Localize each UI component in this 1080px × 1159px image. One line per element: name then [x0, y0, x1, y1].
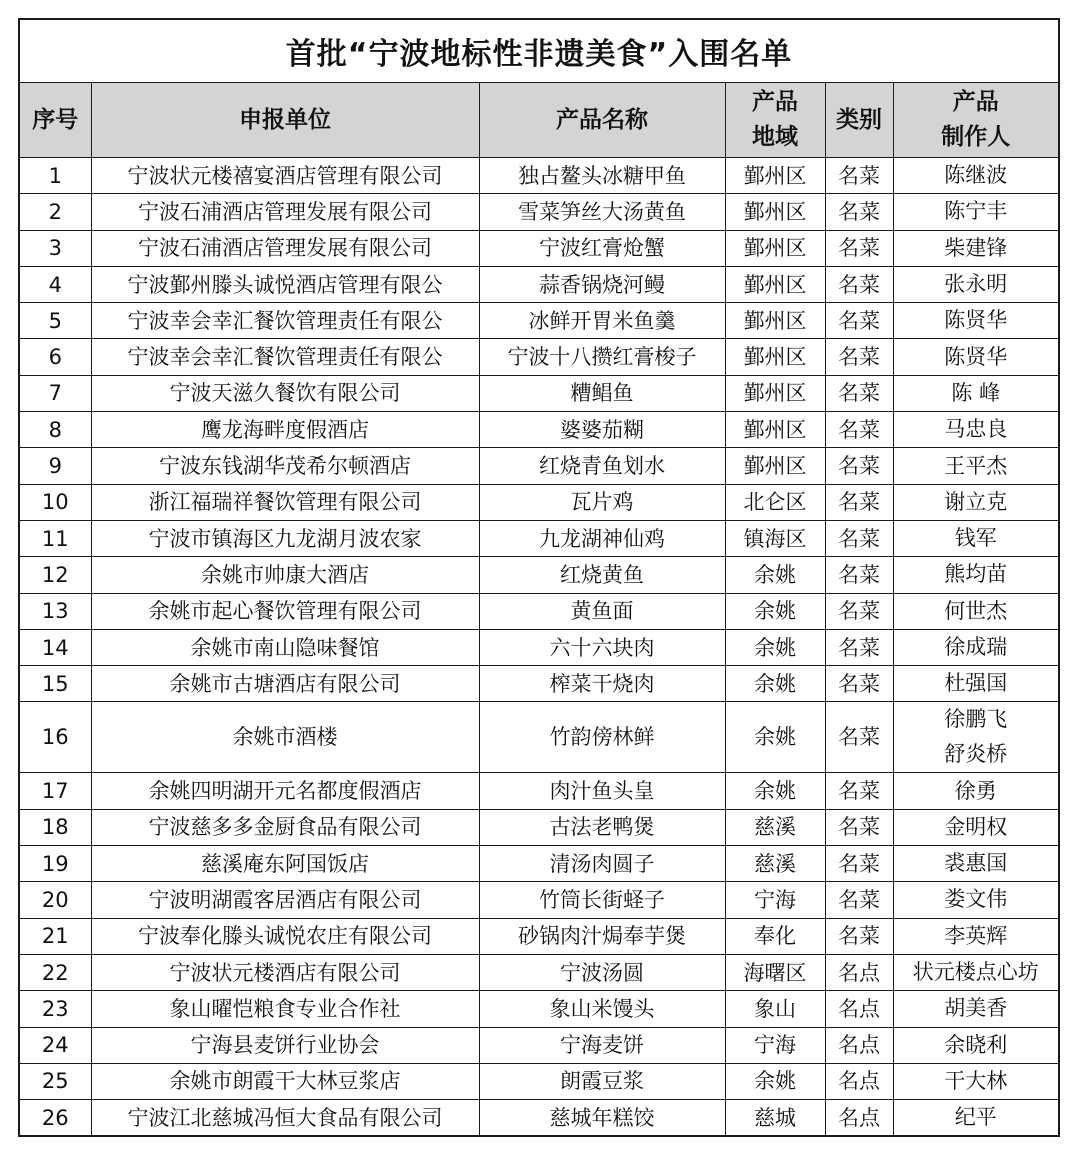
cell-category: 名点	[825, 1063, 893, 1099]
cell-maker	[893, 266, 1059, 302]
cell-category: 名菜	[825, 194, 893, 230]
cell-category: 名菜	[825, 448, 893, 484]
cell-region: 海曙区	[725, 954, 825, 990]
maker-name: 舒炎桥	[944, 742, 1008, 767]
cell-product: 宁波汤圆	[479, 954, 725, 990]
cell-category: 名菜	[825, 629, 893, 665]
cell-category: 名点	[825, 1100, 893, 1137]
cell-unit: 宁波明湖霞客居酒店有限公司	[91, 882, 479, 918]
cell-region: 鄞州区	[725, 230, 825, 266]
cell-unit: 余姚四明湖开元名都度假酒店	[91, 773, 479, 809]
maker-name: 陈贤华	[944, 308, 1008, 333]
cell-seq: 12	[19, 557, 91, 593]
cell-region: 余姚	[725, 773, 825, 809]
table-row	[19, 375, 1059, 411]
cell-product: 糟鲳鱼	[479, 375, 725, 411]
cell-category: 名菜	[825, 557, 893, 593]
maker-name: 陈贤华	[944, 344, 1008, 369]
cell-maker	[893, 339, 1059, 375]
header-region-line2: 地域	[752, 124, 798, 150]
cell-category: 名菜	[825, 773, 893, 809]
table-row	[19, 412, 1059, 448]
cell-maker	[893, 702, 1059, 773]
maker-name: 陈宁丰	[944, 199, 1008, 224]
cell-seq: 2	[19, 194, 91, 230]
maker-name: 娄文伟	[944, 887, 1008, 912]
cell-maker	[893, 158, 1059, 194]
cell-seq: 19	[19, 846, 91, 882]
maker-name: 金明权	[944, 814, 1008, 839]
cell-maker	[893, 520, 1059, 556]
cell-region: 余姚	[725, 593, 825, 629]
maker-name: 徐鹏飞	[944, 707, 1008, 732]
cell-unit: 宁波幸会幸汇餐饮管理责任有限公	[91, 303, 479, 339]
cell-seq: 24	[19, 1027, 91, 1063]
cell-region: 奉化	[725, 918, 825, 954]
table-row	[19, 303, 1059, 339]
cell-seq: 11	[19, 520, 91, 556]
cell-maker	[893, 773, 1059, 809]
maker-name: 纪平	[954, 1105, 997, 1130]
cell-product: 雪菜笋丝大汤黄鱼	[479, 194, 725, 230]
maker-name: 谢立克	[944, 489, 1008, 514]
cell-product: 竹筒长街蛏子	[479, 882, 725, 918]
cell-unit: 余姚市南山隐味餐馆	[91, 629, 479, 665]
cell-unit: 宁波状元楼禧宴酒店管理有限公司	[91, 158, 479, 194]
maker-name: 徐勇	[954, 778, 997, 803]
cell-unit: 宁波奉化滕头诚悦农庄有限公司	[91, 918, 479, 954]
table-row	[19, 954, 1059, 990]
table-row	[19, 629, 1059, 665]
cell-unit: 鹰龙海畔度假酒店	[91, 412, 479, 448]
cell-unit: 余姚市酒楼	[91, 702, 479, 773]
table-row	[19, 666, 1059, 702]
shortlist-table	[18, 18, 1060, 1137]
cell-region: 余姚	[725, 629, 825, 665]
cell-category: 名菜	[825, 520, 893, 556]
cell-maker	[893, 666, 1059, 702]
cell-region: 宁海	[725, 882, 825, 918]
cell-unit: 宁波状元楼酒店有限公司	[91, 954, 479, 990]
cell-region: 余姚	[725, 666, 825, 702]
cell-product: 竹韵傍林鲜	[479, 702, 725, 773]
cell-seq: 3	[19, 230, 91, 266]
cell-product: 红烧黄鱼	[479, 557, 725, 593]
cell-region: 鄞州区	[725, 303, 825, 339]
table-row	[19, 593, 1059, 629]
cell-seq: 8	[19, 412, 91, 448]
cell-category: 名菜	[825, 375, 893, 411]
maker-name: 杜强国	[944, 671, 1008, 696]
cell-unit: 慈溪庵东阿国饭店	[91, 846, 479, 882]
cell-region: 鄞州区	[725, 339, 825, 375]
maker-name: 裘惠国	[944, 851, 1008, 876]
cell-seq: 20	[19, 882, 91, 918]
cell-category: 名菜	[825, 593, 893, 629]
header-region	[725, 83, 825, 158]
cell-region: 慈城	[725, 1100, 825, 1137]
cell-seq: 5	[19, 303, 91, 339]
cell-region: 余姚	[725, 1063, 825, 1099]
table-row	[19, 484, 1059, 520]
cell-maker	[893, 1063, 1059, 1099]
cell-seq: 22	[19, 954, 91, 990]
maker-name: 马忠良	[944, 417, 1008, 442]
header-maker	[893, 83, 1059, 158]
cell-seq: 15	[19, 666, 91, 702]
table-row	[19, 448, 1059, 484]
maker-name: 李英辉	[944, 923, 1008, 948]
cell-category: 名菜	[825, 918, 893, 954]
cell-category: 名菜	[825, 809, 893, 845]
cell-maker	[893, 809, 1059, 845]
cell-region: 鄞州区	[725, 158, 825, 194]
maker-name: 徐成瑞	[944, 635, 1008, 659]
header-seq: 序号	[19, 83, 91, 158]
cell-region: 余姚	[725, 702, 825, 773]
table-row	[19, 809, 1059, 845]
cell-region: 鄞州区	[725, 412, 825, 448]
table-row	[19, 882, 1059, 918]
table-row	[19, 773, 1059, 809]
cell-unit: 余姚市古塘酒店有限公司	[91, 666, 479, 702]
cell-product: 红烧青鱼划水	[479, 448, 725, 484]
cell-seq: 1	[19, 158, 91, 194]
table-row	[19, 1027, 1059, 1063]
header-product: 产品名称	[479, 83, 725, 158]
cell-category: 名菜	[825, 846, 893, 882]
cell-region: 宁海	[725, 1027, 825, 1063]
table-row	[19, 339, 1059, 375]
cell-category: 名菜	[825, 484, 893, 520]
header-row	[19, 83, 1059, 158]
cell-product: 古法老鸭煲	[479, 809, 725, 845]
header-region-line1: 产品	[752, 89, 798, 115]
table-row	[19, 158, 1059, 194]
table-row	[19, 918, 1059, 954]
maker-name: 陈继波	[944, 163, 1008, 188]
cell-product: 肉汁鱼头皇	[479, 773, 725, 809]
maker-name: 胡美香	[944, 996, 1008, 1021]
cell-product: 宁波红膏炝蟹	[479, 230, 725, 266]
cell-product: 黄鱼面	[479, 593, 725, 629]
cell-category: 名点	[825, 954, 893, 990]
cell-unit: 余姚市帅康大酒店	[91, 557, 479, 593]
cell-seq: 18	[19, 809, 91, 845]
cell-category: 名菜	[825, 303, 893, 339]
cell-maker	[893, 1100, 1059, 1137]
cell-product: 砂锅肉汁焗奉芋煲	[479, 918, 725, 954]
cell-product: 象山米馒头	[479, 991, 725, 1027]
cell-maker	[893, 991, 1059, 1027]
cell-product: 瓦片鸡	[479, 484, 725, 520]
cell-unit: 象山曜恺粮食专业合作社	[91, 991, 479, 1027]
cell-unit: 宁波石浦酒店管理发展有限公司	[91, 194, 479, 230]
cell-seq: 10	[19, 484, 91, 520]
cell-region: 鄞州区	[725, 375, 825, 411]
cell-maker	[893, 230, 1059, 266]
header-unit: 申报单位	[91, 83, 479, 158]
cell-region: 鄞州区	[725, 448, 825, 484]
cell-category: 名点	[825, 1027, 893, 1063]
cell-product: 慈城年糕饺	[479, 1100, 725, 1137]
maker-name: 何世杰	[944, 598, 1008, 623]
cell-seq: 9	[19, 448, 91, 484]
cell-region: 象山	[725, 991, 825, 1027]
maker-name: 王平杰	[944, 453, 1008, 478]
table-row	[19, 1100, 1059, 1137]
cell-seq: 16	[19, 702, 91, 773]
cell-seq: 26	[19, 1100, 91, 1137]
cell-category: 名菜	[825, 339, 893, 375]
table-row	[19, 702, 1059, 773]
cell-product: 婆婆茄糊	[479, 412, 725, 448]
cell-region: 慈溪	[725, 846, 825, 882]
cell-category: 名菜	[825, 882, 893, 918]
cell-seq: 23	[19, 991, 91, 1027]
cell-seq: 13	[19, 593, 91, 629]
cell-maker	[893, 303, 1059, 339]
cell-category: 名菜	[825, 666, 893, 702]
cell-maker	[893, 375, 1059, 411]
cell-region: 余姚	[725, 557, 825, 593]
cell-product: 九龙湖神仙鸡	[479, 520, 725, 556]
table-row	[19, 846, 1059, 882]
cell-region: 鄞州区	[725, 266, 825, 302]
table-row	[19, 1063, 1059, 1099]
cell-product: 冰鲜开胃米鱼羹	[479, 303, 725, 339]
cell-region: 镇海区	[725, 520, 825, 556]
cell-maker	[893, 593, 1059, 629]
cell-maker	[893, 954, 1059, 990]
table-row	[19, 520, 1059, 556]
cell-product: 独占鳌头冰糖甲鱼	[479, 158, 725, 194]
cell-unit: 宁海县麦饼行业协会	[91, 1027, 479, 1063]
cell-maker	[893, 918, 1059, 954]
cell-unit: 宁波石浦酒店管理发展有限公司	[91, 230, 479, 266]
cell-category: 名菜	[825, 412, 893, 448]
cell-maker	[893, 194, 1059, 230]
cell-maker	[893, 1027, 1059, 1063]
maker-name: 余晓利	[944, 1032, 1008, 1057]
cell-category: 名点	[825, 991, 893, 1027]
cell-maker	[893, 846, 1059, 882]
cell-maker	[893, 557, 1059, 593]
cell-product: 清汤肉圆子	[479, 846, 725, 882]
cell-product: 六十六块肉	[479, 629, 725, 665]
cell-unit: 宁波江北慈城冯恒大食品有限公司	[91, 1100, 479, 1137]
table-row	[19, 557, 1059, 593]
table-title: 首批“宁波地标性非遗美食”入围名单	[19, 19, 1059, 83]
maker-name: 柴建锋	[944, 235, 1008, 260]
cell-maker	[893, 882, 1059, 918]
cell-region: 鄞州区	[725, 194, 825, 230]
cell-seq: 6	[19, 339, 91, 375]
maker-name: 干大林	[944, 1068, 1008, 1093]
cell-unit: 宁波东钱湖华茂希尔顿酒店	[91, 448, 479, 484]
maker-name: 状元楼点心坊	[912, 960, 1039, 985]
maker-name: 张永明	[944, 272, 1008, 297]
table-row	[19, 266, 1059, 302]
cell-seq: 7	[19, 375, 91, 411]
cell-region: 北仑区	[725, 484, 825, 520]
cell-product: 宁海麦饼	[479, 1027, 725, 1063]
cell-region: 慈溪	[725, 809, 825, 845]
cell-seq: 14	[19, 629, 91, 665]
maker-name: 钱军	[954, 526, 997, 551]
cell-product: 蒜香锅烧河鳗	[479, 266, 725, 302]
cell-seq: 21	[19, 918, 91, 954]
cell-seq: 25	[19, 1063, 91, 1099]
table-row	[19, 194, 1059, 230]
cell-unit: 宁波幸会幸汇餐饮管理责任有限公	[91, 339, 479, 375]
cell-unit: 宁波鄞州滕头诚悦酒店管理有限公	[91, 266, 479, 302]
header-maker-line1: 产品	[952, 89, 999, 115]
cell-seq: 17	[19, 773, 91, 809]
cell-seq: 4	[19, 266, 91, 302]
cell-unit: 余姚市起心餐饮管理有限公司	[91, 593, 479, 629]
cell-unit: 余姚市朗霞干大林豆浆店	[91, 1063, 479, 1099]
header-category: 类别	[825, 83, 893, 158]
cell-product: 榨菜干烧肉	[479, 666, 725, 702]
maker-name: 熊均苗	[944, 562, 1008, 587]
cell-unit: 宁波慈多多金厨食品有限公司	[91, 809, 479, 845]
cell-maker	[893, 629, 1059, 665]
cell-category: 名菜	[825, 230, 893, 266]
table-body	[19, 158, 1059, 1137]
cell-maker	[893, 448, 1059, 484]
cell-category: 名菜	[825, 158, 893, 194]
cell-unit: 宁波市镇海区九龙湖月波农家	[91, 520, 479, 556]
cell-maker	[893, 484, 1059, 520]
cell-category: 名菜	[825, 702, 893, 773]
maker-name: 陈 峰	[951, 380, 1001, 405]
table-row	[19, 991, 1059, 1027]
table-row	[19, 230, 1059, 266]
cell-maker	[893, 412, 1059, 448]
header-maker-line2: 制作人	[941, 124, 1011, 150]
cell-unit: 宁波天滋久餐饮有限公司	[91, 375, 479, 411]
cell-product: 宁波十八攒红膏梭子	[479, 339, 725, 375]
cell-product: 朗霞豆浆	[479, 1063, 725, 1099]
cell-category: 名菜	[825, 266, 893, 302]
cell-unit: 浙江福瑞祥餐饮管理有限公司	[91, 484, 479, 520]
